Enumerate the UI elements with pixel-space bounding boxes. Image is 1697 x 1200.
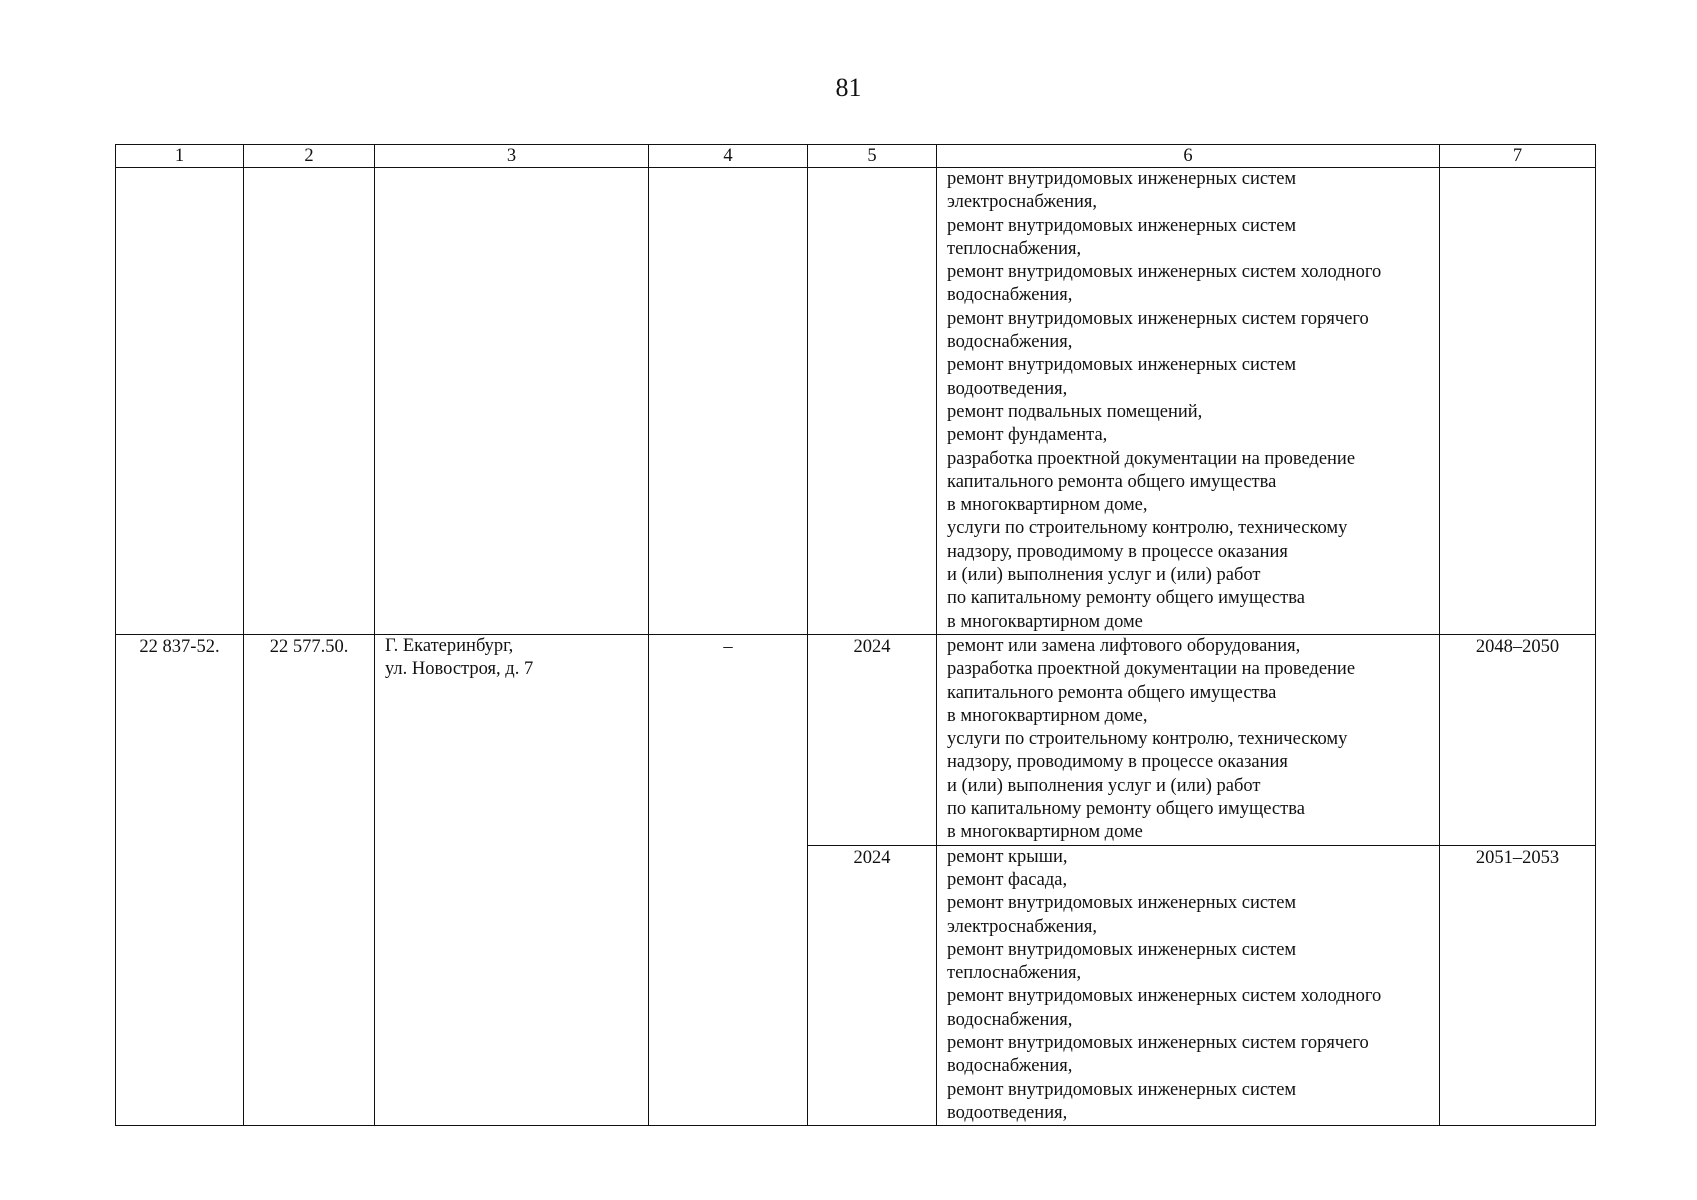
record-row-1 [116, 634, 1596, 845]
cell-empty [1440, 168, 1596, 635]
work-line: разработка проектной документации на проведение [947, 448, 1356, 469]
work-line: надзору, проводимому в процессе оказания [947, 541, 1288, 562]
header-cell-6: 6 [937, 145, 1440, 168]
record-col4-dash: – [649, 634, 808, 1125]
works-list-continued [937, 168, 1440, 635]
work-line: водоснабжения, [947, 1056, 1073, 1077]
cell-empty [808, 168, 937, 635]
work-line: в многоквартирном доме [947, 822, 1143, 843]
record-year: 2024 [808, 634, 937, 845]
work-line: ремонт внутридомовых инженерных систем [947, 169, 1297, 189]
work-line: ремонт крыши, [947, 846, 1068, 867]
work-line: ремонт фундамента, [947, 425, 1108, 446]
record-work-numbers: 2051–2053 [1440, 845, 1596, 1126]
works-list [937, 845, 1440, 1126]
work-line: ремонт внутридомовых инженерных систем [947, 939, 1297, 960]
record-address [375, 634, 649, 1125]
work-line: ремонт внутридомовых инженерных систем [947, 893, 1297, 914]
header-cell-7: 7 [1440, 145, 1596, 168]
works-list [937, 634, 1440, 845]
work-line: ремонт фасада, [947, 869, 1068, 890]
work-line: в многоквартирном доме, [947, 495, 1148, 516]
works-table [115, 144, 1596, 1126]
work-line: по капитальному ремонту общего имущества [947, 588, 1305, 609]
work-line: ремонт или замена лифтового оборудования, [947, 635, 1301, 656]
work-line: водоснабжения, [947, 1009, 1073, 1030]
work-line: по капитальному ремонту общего имущества [947, 799, 1305, 820]
cell-empty [116, 168, 244, 635]
address-city: Г. Екатеринбург, [385, 635, 514, 656]
work-line: электроснабжения, [947, 916, 1098, 937]
work-line: услуги по строительному контролю, техническому [947, 729, 1348, 750]
cell-empty [649, 168, 808, 635]
work-line: ремонт внутридомовых инженерных систем холодного [947, 262, 1382, 283]
cell-empty [244, 168, 375, 635]
record-work-numbers: 2048–2050 [1440, 634, 1596, 845]
record-year: 2024 [808, 845, 937, 1126]
work-line: в многоквартирном доме [947, 611, 1143, 632]
work-line: ремонт внутридомовых инженерных систем горячего [947, 308, 1369, 329]
work-line: услуги по строительному контролю, техническому [947, 518, 1348, 539]
work-line: ремонт внутридомовых инженерных систем [947, 215, 1297, 236]
work-line: теплоснабжения, [947, 963, 1082, 984]
work-line: надзору, проводимому в процессе оказания [947, 752, 1288, 773]
work-line: ремонт внутридомовых инженерных систем [947, 1079, 1297, 1100]
header-cell-5: 5 [808, 145, 937, 168]
continued-row [116, 168, 1596, 635]
page-number: 81 [835, 73, 862, 102]
work-line: ремонт внутридомовых инженерных систем горячего [947, 1032, 1369, 1053]
work-line: ремонт внутридомовых инженерных систем [947, 355, 1297, 376]
work-line: в многоквартирном доме, [947, 705, 1148, 726]
work-line: водоотведения, [947, 1102, 1068, 1123]
record-number-col1: 22 837-52. [116, 634, 244, 1125]
work-line: капитального ремонта общего имущества [947, 682, 1277, 703]
address-street: ул. Новостроя, д. 7 [385, 659, 534, 680]
header-cell-1: 1 [116, 145, 244, 168]
work-line: разработка проектной документации на проведение [947, 659, 1356, 680]
work-line: водоснабжения, [947, 285, 1073, 306]
header-row [116, 145, 1596, 168]
record-number-col2: 22 577.50. [244, 634, 375, 1125]
work-line: капитального ремонта общего имущества [947, 471, 1277, 492]
work-line: теплоснабжения, [947, 238, 1082, 259]
header-cell-3: 3 [375, 145, 649, 168]
cell-empty [375, 168, 649, 635]
work-line: и (или) выполнения услуг и (или) работ [947, 775, 1261, 796]
work-line: ремонт внутридомовых инженерных систем холодного [947, 986, 1382, 1007]
work-line: водоотведения, [947, 378, 1068, 399]
work-line: электроснабжения, [947, 192, 1098, 213]
work-line: водоснабжения, [947, 332, 1073, 353]
work-line: и (или) выполнения услуг и (или) работ [947, 565, 1261, 586]
work-line: ремонт подвальных помещений, [947, 401, 1203, 422]
header-cell-2: 2 [244, 145, 375, 168]
header-cell-4: 4 [649, 145, 808, 168]
